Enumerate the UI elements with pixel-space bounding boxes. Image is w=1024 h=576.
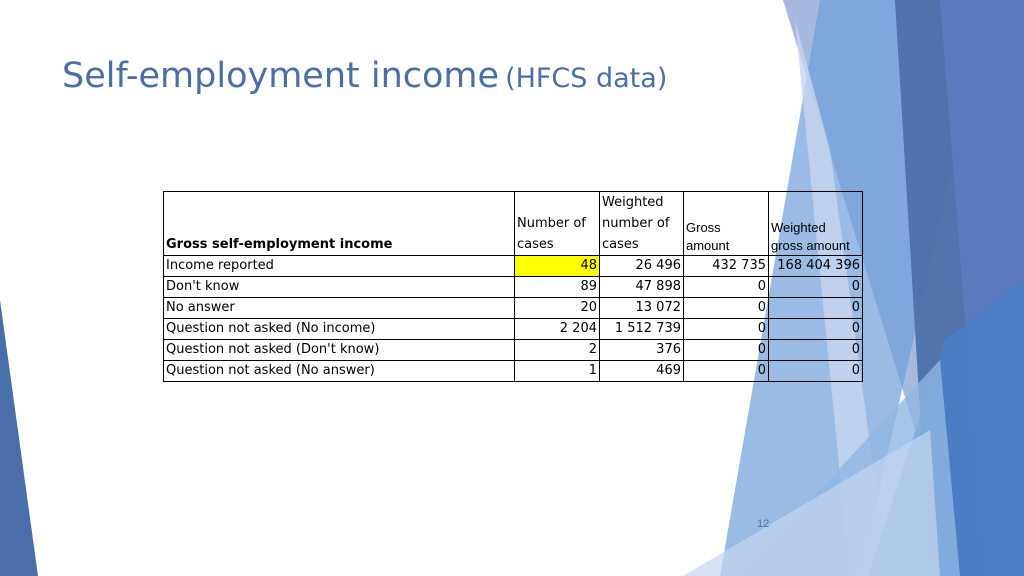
row-label: Question not asked (No answer) bbox=[164, 361, 515, 382]
table-row bbox=[164, 340, 863, 361]
header-text: cases bbox=[517, 237, 554, 252]
header-text: cases bbox=[602, 237, 639, 252]
cell-weighted-cases: 26 496 bbox=[600, 256, 684, 277]
header-cases bbox=[515, 192, 600, 256]
header-label: Gross self-employment income bbox=[164, 192, 515, 256]
row-label: Income reported bbox=[164, 256, 515, 277]
cell-gross: 0 bbox=[684, 340, 769, 361]
cell-cases: 20 bbox=[515, 298, 600, 319]
cell-gross: 0 bbox=[684, 319, 769, 340]
cell-weighted-gross: 0 bbox=[769, 277, 863, 298]
cell-weighted-cases: 13 072 bbox=[600, 298, 684, 319]
page-number: 12 bbox=[757, 518, 770, 530]
header-text: Gross bbox=[686, 220, 721, 235]
cell-cases: 48 bbox=[515, 256, 600, 277]
table-row bbox=[164, 319, 863, 340]
cell-weighted-cases: 47 898 bbox=[600, 277, 684, 298]
cell-cases: 89 bbox=[515, 277, 600, 298]
row-label: Question not asked (Don't know) bbox=[164, 340, 515, 361]
header-text: Weighted bbox=[602, 195, 664, 210]
cell-weighted-gross: 0 bbox=[769, 340, 863, 361]
header-weighted-gross bbox=[769, 192, 863, 256]
cell-gross: 0 bbox=[684, 361, 769, 382]
table-row bbox=[164, 277, 863, 298]
cell-cases: 2 204 bbox=[515, 319, 600, 340]
cell-weighted-cases: 469 bbox=[600, 361, 684, 382]
cell-weighted-cases: 1 512 739 bbox=[600, 319, 684, 340]
header-text: Number of bbox=[517, 216, 586, 231]
cell-weighted-gross: 0 bbox=[769, 298, 863, 319]
header-text: gross amount bbox=[771, 238, 850, 253]
title-text: Self-employment income bbox=[62, 56, 500, 96]
header-text: number of bbox=[602, 216, 670, 231]
table-row bbox=[164, 256, 863, 277]
cell-weighted-gross: 0 bbox=[769, 319, 863, 340]
cell-cases: 2 bbox=[515, 340, 600, 361]
cell-weighted-gross: 0 bbox=[769, 361, 863, 382]
table-row bbox=[164, 298, 863, 319]
header-text: amount bbox=[686, 238, 730, 253]
cell-weighted-cases: 376 bbox=[600, 340, 684, 361]
table-header-row bbox=[164, 192, 863, 256]
row-label: Question not asked (No income) bbox=[164, 319, 515, 340]
cell-gross: 0 bbox=[684, 277, 769, 298]
cell-cases: 1 bbox=[515, 361, 600, 382]
page-title bbox=[62, 56, 667, 96]
cell-gross: 0 bbox=[684, 298, 769, 319]
row-label: No answer bbox=[164, 298, 515, 319]
table-row bbox=[164, 361, 863, 382]
income-table bbox=[163, 191, 863, 382]
header-gross bbox=[684, 192, 769, 256]
cell-weighted-gross: 168 404 396 bbox=[769, 256, 863, 277]
row-label: Don't know bbox=[164, 277, 515, 298]
cell-gross: 432 735 bbox=[684, 256, 769, 277]
left-edge-accent bbox=[0, 300, 38, 576]
title-subtitle: (HFCS data) bbox=[505, 63, 668, 94]
header-weighted-cases bbox=[600, 192, 684, 256]
header-text: Weighted bbox=[771, 220, 826, 235]
